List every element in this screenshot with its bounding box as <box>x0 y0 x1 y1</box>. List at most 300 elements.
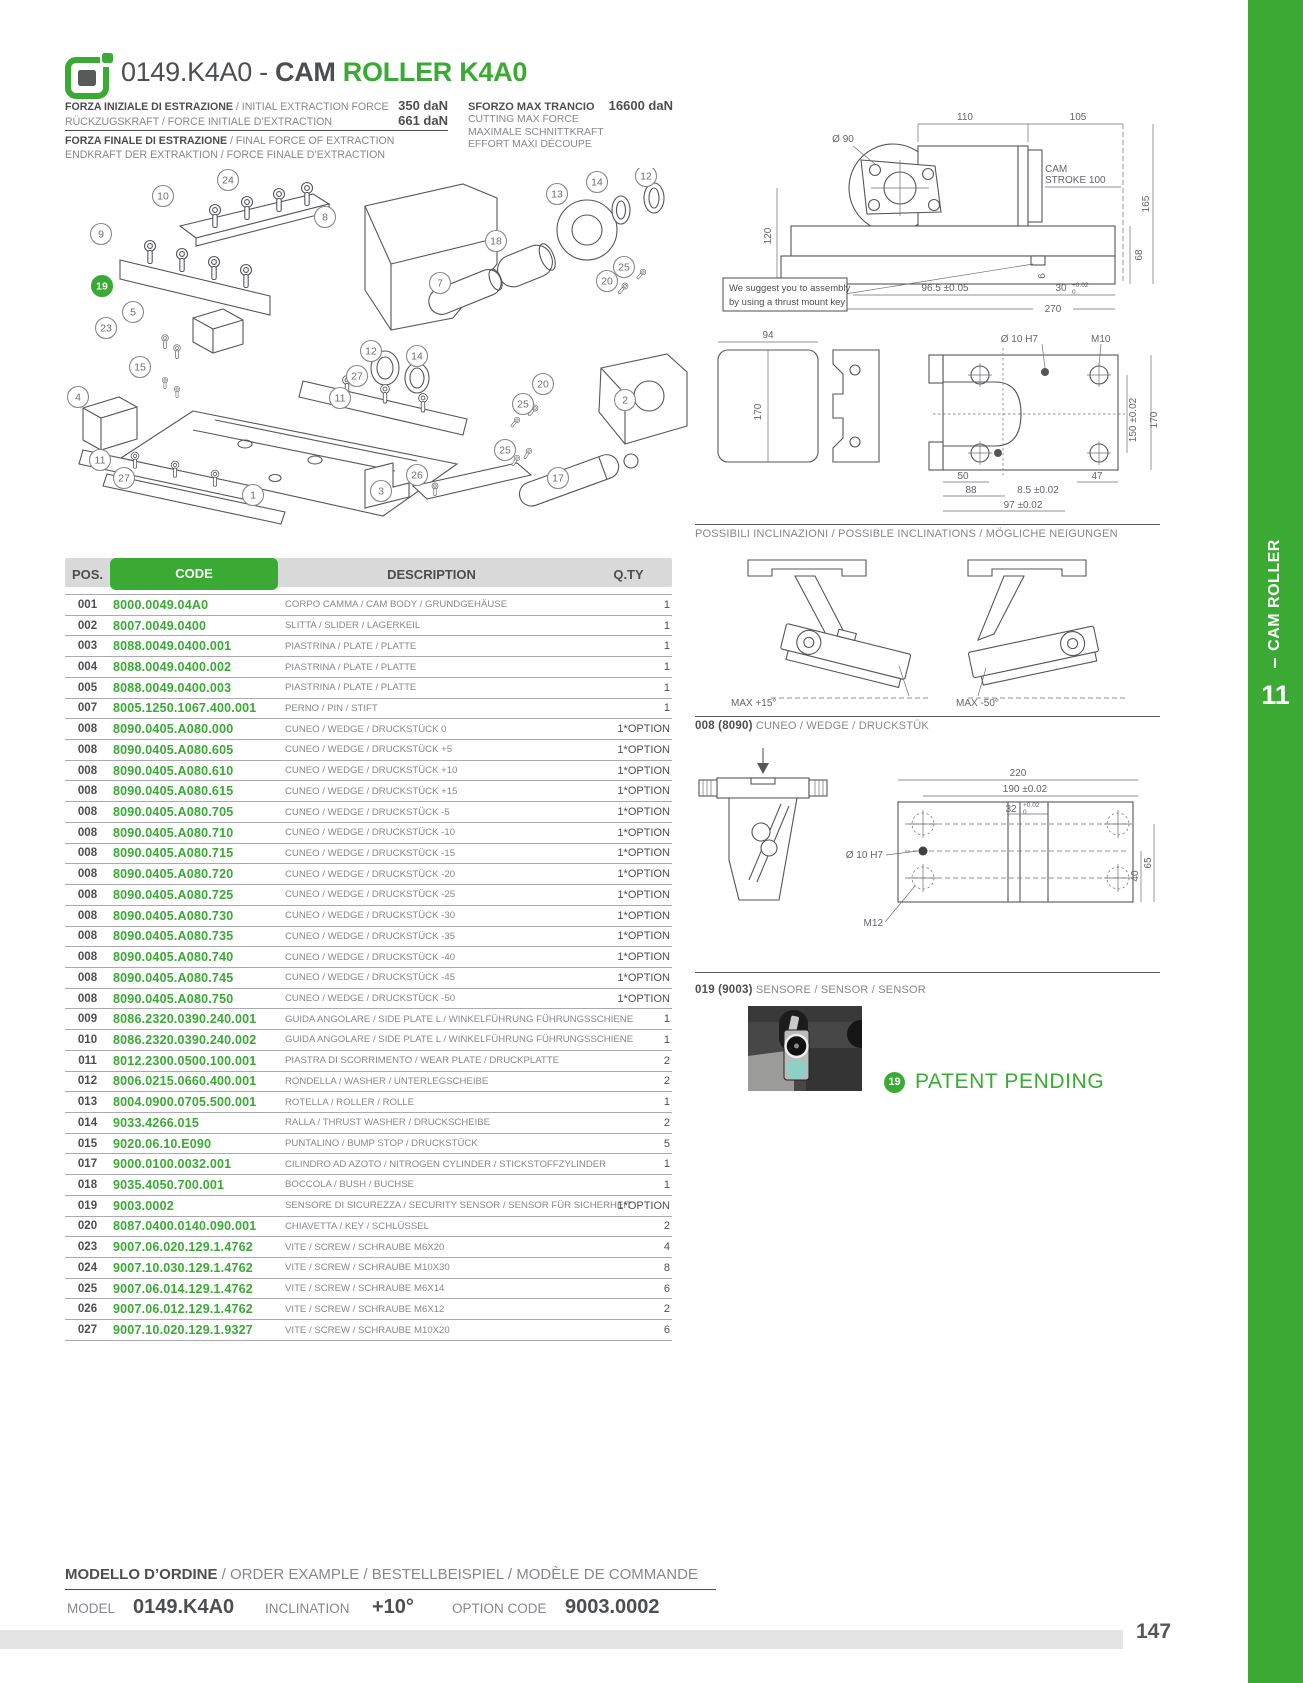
dim-32-tol-a: +0.02 <box>1023 802 1040 809</box>
cell-pos: 020 <box>77 1220 98 1233</box>
assembly-note-line2: by using a thrust mount key <box>729 297 846 308</box>
cell-qty: 1*OPTION <box>617 888 670 901</box>
part-balloon-number: 25 <box>517 398 529 411</box>
cutting-force-de: MAXIMALE SCHNITTKRAFT <box>468 126 604 138</box>
cell-desc: CORPO CAMMA / CAM BODY / GRUNDGEHÄUSE <box>285 599 508 611</box>
option-code-label: OPTION CODE <box>452 1601 547 1616</box>
wedge-view <box>693 740 1160 962</box>
part-balloon-number: 12 <box>365 345 377 358</box>
cell-code: 9007.06.020.129.1.4762 <box>113 1240 253 1255</box>
cell-pos: 014 <box>77 1116 98 1129</box>
cell-qty: 2 <box>663 1220 670 1233</box>
table-row <box>65 719 672 740</box>
table-row <box>65 1299 672 1320</box>
dim-65: 65 <box>1143 857 1154 869</box>
cell-desc: CILINDRO AD AZOTO / NITROGEN CYLINDER / STICKSTOFFZYLINDER <box>285 1158 607 1170</box>
cell-qty: 2 <box>663 1054 670 1067</box>
table-row <box>65 595 672 616</box>
sidebar-divider <box>1274 658 1276 668</box>
table-row <box>65 1030 672 1051</box>
dim-m10: M10 <box>1091 334 1111 345</box>
patent-pending <box>884 1070 1104 1094</box>
dim-6: 6 <box>1037 273 1048 279</box>
table-row <box>65 927 672 948</box>
title-cam: CAM <box>275 57 336 87</box>
parts-table-body <box>65 594 672 1341</box>
cell-qty: 1 <box>663 1033 670 1046</box>
cell-pos: 008 <box>77 723 98 736</box>
balloon-19-badge: 19 <box>884 1072 905 1093</box>
cell-pos: 002 <box>77 619 98 632</box>
part-balloon-number: 27 <box>351 370 363 383</box>
cell-code: 8087.0400.0140.090.001 <box>113 1219 257 1234</box>
cell-desc: ROTELLA / ROLLER / ROLLE <box>285 1096 415 1108</box>
option-code-value: 9003.0002 <box>565 1596 660 1618</box>
parts-table-header <box>65 558 672 587</box>
order-example-title: MODELLO D’ORDINE / ORDER EXAMPLE / BESTELLBEISPIEL / MODÈLE DE COMMANDE <box>65 1566 716 1590</box>
part-balloon-number: 5 <box>130 306 136 319</box>
table-row <box>65 678 672 699</box>
sensor-led <box>787 1059 807 1079</box>
cell-desc: CUNEO / WEDGE / DRUCKSTÜCK -15 <box>285 847 456 859</box>
part-balloon-number: 14 <box>411 350 423 363</box>
cell-code: 9035.4050.700.001 <box>113 1177 225 1192</box>
cell-desc: BOCCOLA / BUSH / BUCHSE <box>285 1179 415 1191</box>
logo-square <box>78 70 96 86</box>
table-row <box>65 781 672 802</box>
cell-desc: VITE / SCREW / SCHRAUBE M6X12 <box>285 1303 445 1315</box>
cell-desc: CUNEO / WEDGE / DRUCKSTÜCK -35 <box>285 930 456 942</box>
cell-desc: CUNEO / WEDGE / DRUCKSTÜCK +15 <box>285 785 458 797</box>
cell-pos: 008 <box>77 992 98 1005</box>
cell-pos: 008 <box>77 826 98 839</box>
model-value: 0149.K4A0 <box>133 1596 235 1618</box>
cell-qty: 1 <box>663 598 670 611</box>
cell-desc: CUNEO / WEDGE / DRUCKSTÜCK 0 <box>285 723 447 735</box>
cell-qty: 1*OPTION <box>617 1199 670 1212</box>
cell-code: 9007.10.030.129.1.4762 <box>113 1260 253 1275</box>
cell-desc: VITE / SCREW / SCHRAUBE M6X14 <box>285 1283 445 1295</box>
cell-code: 8090.0405.A080.615 <box>113 784 234 799</box>
part-balloon-number: 19 <box>96 280 108 293</box>
cell-qty: 1 <box>663 640 670 653</box>
initial-force-label-2: RÜCKZUGSKRAFT / FORCE INITIALE D’EXTRACTION <box>65 116 333 128</box>
exploded-view <box>65 168 690 525</box>
cutting-force <box>468 99 673 152</box>
cell-code: 8090.0405.A080.725 <box>113 887 234 902</box>
final-force-value: 661 daN <box>398 113 448 128</box>
dim-30-tol-b: 0 <box>1072 289 1076 296</box>
cell-desc: SLITTA / SLIDER / LAGERKEIL <box>285 620 421 632</box>
table-row <box>65 947 672 968</box>
part-balloon-number: 3 <box>378 485 384 498</box>
cell-code: 8090.0405.A080.715 <box>113 846 234 861</box>
table-row <box>65 1154 672 1175</box>
cell-code: 8012.2300.0500.100.001 <box>113 1053 257 1068</box>
table-row <box>65 989 672 1010</box>
page-title <box>121 57 527 88</box>
cell-pos: 008 <box>77 785 98 798</box>
cell-desc: VITE / SCREW / SCHRAUBE M6X20 <box>285 1241 445 1253</box>
dim-30: 30 <box>1055 283 1067 294</box>
wedge-section-title: 008 (8090) CUNEO / WEDGE / DRUCKSTÜK <box>695 720 929 732</box>
cutting-force-fr: EFFORT MAXI DÉCOUPE <box>468 139 592 150</box>
dim-m12: M12 <box>863 918 883 929</box>
cell-qty: 1 <box>663 1096 670 1109</box>
dim-965: 96.5 ±0.05 <box>921 283 969 294</box>
dim-270: 270 <box>1044 304 1062 315</box>
part-balloon-number: 2 <box>622 394 628 407</box>
cell-code: 8005.1250.1067.400.001 <box>113 701 257 716</box>
cell-code: 9007.06.012.129.1.4762 <box>113 1302 253 1317</box>
dim-220: 220 <box>1009 768 1027 779</box>
cell-desc: RALLA / THRUST WASHER / DRUCKSCHEIBE <box>285 1117 491 1129</box>
table-row <box>65 864 672 885</box>
title-model-code: 0149.K4A0 - <box>121 57 276 87</box>
cell-qty: 1*OPTION <box>617 951 670 964</box>
cell-pos: 008 <box>77 847 98 860</box>
patent-pending-label: PATENT PENDING <box>915 1070 1105 1093</box>
cell-qty: 1*OPTION <box>617 826 670 839</box>
cell-code: 8004.0900.0705.500.001 <box>113 1095 257 1110</box>
cell-pos: 005 <box>77 681 98 694</box>
cell-qty: 1 <box>663 681 670 694</box>
part-balloon-number: 15 <box>134 361 146 374</box>
cell-qty: 2 <box>663 1116 670 1129</box>
part-balloon-number: 12 <box>640 170 652 183</box>
cell-pos: 008 <box>77 764 98 777</box>
table-row <box>65 740 672 761</box>
part-balloon-number: 25 <box>499 444 511 457</box>
assembly-note-line1: We suggest you to assembly <box>729 283 851 294</box>
cell-code: 8090.0405.A080.710 <box>113 825 234 840</box>
cell-desc: PIASTRINA / PLATE / PLATTE <box>285 661 417 673</box>
table-row <box>65 657 672 678</box>
cell-code: 8007.0049.0400 <box>113 618 207 633</box>
logo-corner <box>102 53 113 63</box>
cell-desc: PIASTRA DI SCORRIMENTO / WEAR PLATE / DRUCKPLATTE <box>285 1055 559 1067</box>
cell-code: 9033.4266.015 <box>113 1115 200 1130</box>
cell-pos: 026 <box>77 1303 98 1316</box>
cell-pos: 015 <box>77 1137 98 1150</box>
cell-qty: 1*OPTION <box>617 743 670 756</box>
cell-qty: 1 <box>663 661 670 674</box>
cell-code: 9007.10.020.129.1.9327 <box>113 1323 253 1338</box>
table-row <box>65 1258 672 1279</box>
part-balloon-number: 17 <box>552 472 564 485</box>
inclination-right <box>956 560 1128 709</box>
dim-97: 97 ±0.02 <box>1003 500 1043 511</box>
side-view-geometry <box>781 124 1123 284</box>
page-number: 147 <box>1136 1620 1172 1643</box>
table-row <box>65 1092 672 1113</box>
cell-code: 9020.06.10.E090 <box>113 1136 212 1151</box>
exploded-parts <box>79 183 687 525</box>
cell-code: 8090.0405.A080.605 <box>113 742 234 757</box>
cell-qty: 1*OPTION <box>617 992 670 1005</box>
cell-code: 8088.0049.0400.003 <box>113 680 232 695</box>
cell-code: 8090.0405.A080.750 <box>113 991 234 1006</box>
part-balloon-number: 11 <box>334 392 346 405</box>
front-view-geometry <box>718 348 1125 478</box>
table-row <box>65 699 672 720</box>
cell-desc: RONDELLA / WASHER / UNTERLEGSCHEIBE <box>285 1075 489 1087</box>
cell-desc: CUNEO / WEDGE / DRUCKSTÜCK -10 <box>285 827 456 839</box>
divider-3 <box>695 972 1160 973</box>
cell-desc: CUNEO / WEDGE / DRUCKSTÜCK -50 <box>285 993 456 1005</box>
cell-qty: 1 <box>663 1158 670 1171</box>
cell-qty: 1*OPTION <box>617 806 670 819</box>
cell-qty: 1*OPTION <box>617 847 670 860</box>
table-row <box>65 906 672 927</box>
cell-pos: 008 <box>77 888 98 901</box>
cell-desc: VITE / SCREW / SCHRAUBE M10X20 <box>285 1324 450 1336</box>
cell-code: 8086.2320.0390.240.001 <box>113 1012 257 1027</box>
cutting-force-label: SFORZO MAX TRANCIO <box>468 101 595 113</box>
cell-desc: CUNEO / WEDGE / DRUCKSTÜCK -5 <box>285 806 450 818</box>
cell-desc: GUIDA ANGOLARE / SIDE PLATE L / WINKELFÜHRUNG FÜHRUNGSSCHIENE <box>285 1034 634 1046</box>
cell-desc: CUNEO / WEDGE / DRUCKSTÜCK +5 <box>285 744 453 756</box>
table-row <box>65 802 672 823</box>
part-balloon-number: 20 <box>537 378 549 391</box>
part-balloon-number: 1 <box>250 489 256 502</box>
initial-force-label: FORZA INIZIALE DI ESTRAZIONE / INITIAL EXTRACTION FORCE <box>65 101 389 113</box>
sidebar-chapter-number: 11 <box>1261 680 1290 710</box>
cell-pos: 008 <box>77 951 98 964</box>
cell-pos: 024 <box>77 1261 98 1274</box>
cell-pos: 004 <box>77 661 98 674</box>
table-row <box>65 1196 672 1217</box>
part-balloon-number: 13 <box>551 188 563 201</box>
dim-40: 40 <box>1130 870 1141 882</box>
part-balloon-number: 26 <box>411 469 423 482</box>
cell-pos: 011 <box>78 1054 97 1067</box>
cell-pos: 023 <box>77 1241 98 1254</box>
table-row <box>65 1320 672 1341</box>
parts-table <box>65 558 672 1341</box>
cell-desc: CUNEO / WEDGE / DRUCKSTÜCK -45 <box>285 972 456 984</box>
cell-qty: 1 <box>663 702 670 715</box>
cell-qty: 1*OPTION <box>617 868 670 881</box>
header-code: CODE <box>110 558 278 590</box>
part-balloon-number: 20 <box>601 275 613 288</box>
part-balloon-number: 25 <box>618 261 630 274</box>
dim-cam1: CAM <box>1045 164 1068 175</box>
part-balloon-number: 10 <box>157 190 169 203</box>
part-balloon-number: 24 <box>222 174 234 187</box>
cell-desc: SENSORE DI SICUREZZA / SECURITY SENSOR / SENSOR FÜR SICHERHEIT <box>285 1200 632 1212</box>
cell-pos: 012 <box>77 1075 98 1088</box>
dim-d90: Ø 90 <box>832 134 854 145</box>
cell-qty: 1 <box>663 1013 670 1026</box>
cell-pos: 010 <box>77 1033 98 1046</box>
table-row <box>65 636 672 657</box>
cell-pos: 001 <box>77 598 98 611</box>
cell-pos: 008 <box>77 806 98 819</box>
header-description: DESCRIPTION <box>387 566 476 582</box>
cell-code: 8000.0049.04A0 <box>113 597 209 612</box>
dim-85: 8.5 ±0.02 <box>1017 485 1059 496</box>
divider-1 <box>695 524 1160 525</box>
cell-qty: 6 <box>663 1324 670 1337</box>
cell-pos: 008 <box>77 971 98 984</box>
cell-qty: 2 <box>663 1303 670 1316</box>
table-row <box>65 1237 672 1258</box>
cutting-force-en: CUTTING MAX FORCE <box>468 114 579 125</box>
cell-code: 8088.0049.0400.001 <box>113 639 232 654</box>
cell-qty: 1*OPTION <box>617 723 670 736</box>
cell-qty: 2 <box>663 1075 670 1088</box>
cell-desc: PERNO / PIN / STIFT <box>285 702 378 714</box>
cell-qty: 1*OPTION <box>617 785 670 798</box>
inclinations-view <box>693 546 1160 714</box>
table-row <box>65 1175 672 1196</box>
cell-desc: CUNEO / WEDGE / DRUCKSTÜCK -25 <box>285 889 456 901</box>
final-force-label-2: ENDKRAFT DER EXTRAKTION / FORCE FINALE D’EXTRACTION <box>65 149 386 161</box>
cell-pos: 008 <box>77 930 98 943</box>
cell-pos: 008 <box>77 743 98 756</box>
footer-bar <box>0 1630 1123 1649</box>
dim-32-tol-b: 0 <box>1023 809 1027 816</box>
cell-pos: 009 <box>77 1013 98 1026</box>
max-minus-label: MAX -50° <box>956 698 999 709</box>
cell-code: 9003.0002 <box>113 1198 174 1213</box>
brand-logo <box>64 52 116 100</box>
cell-code: 8090.0405.A080.745 <box>113 970 234 985</box>
cell-desc: CUNEO / WEDGE / DRUCKSTÜCK -20 <box>285 868 456 880</box>
cell-code: 8088.0049.0400.002 <box>113 660 232 675</box>
table-row <box>65 761 672 782</box>
cell-pos: 018 <box>77 1178 98 1191</box>
table-row <box>65 885 672 906</box>
cell-code: 8090.0405.A080.735 <box>113 929 234 944</box>
cell-desc: CUNEO / WEDGE / DRUCKSTÜCK -30 <box>285 910 456 922</box>
dim-94: 94 <box>762 330 774 341</box>
table-row <box>65 823 672 844</box>
final-force-label: FORZA FINALE DI ESTRAZIONE / FINAL FORCE OF EXTRACTION <box>65 135 395 147</box>
part-balloon-number: 9 <box>98 228 104 241</box>
header-pos: POS. <box>71 566 104 582</box>
part-balloon-number: 11 <box>94 454 106 467</box>
table-row <box>65 1051 672 1072</box>
dim-190: 190 ±0.02 <box>1002 784 1048 795</box>
cell-qty: 1*OPTION <box>617 971 670 984</box>
sensor-photo <box>748 1006 862 1091</box>
cell-code: 8006.0215.0660.400.001 <box>113 1074 257 1089</box>
cell-code: 8086.2320.0390.240.002 <box>113 1032 257 1047</box>
title-roller: ROLLER K4A0 <box>335 57 528 87</box>
dim-165: 165 <box>1141 195 1152 213</box>
dim-170-left: 170 <box>753 403 764 421</box>
dim-47: 47 <box>1091 471 1103 482</box>
cell-code: 8090.0405.A080.000 <box>113 722 234 737</box>
dim-wedge-10h7: Ø 10 H7 <box>845 850 883 861</box>
dim-50: 50 <box>957 471 969 482</box>
cell-desc: PUNTALINO / BUMP STOP / DRUCKSTÜCK <box>285 1138 478 1150</box>
model-label: MODEL <box>67 1601 116 1616</box>
cell-code: 8090.0405.A080.705 <box>113 805 234 820</box>
dim-88: 88 <box>965 485 977 496</box>
cell-code: 8090.0405.A080.720 <box>113 867 234 882</box>
dim-105: 105 <box>1069 112 1087 123</box>
cell-qty: 5 <box>663 1137 670 1150</box>
dim-120: 120 <box>763 227 774 245</box>
cell-qty: 8 <box>663 1261 670 1274</box>
inclinations-title: POSSIBILI INCLINAZIONI / POSSIBLE INCLINATIONS / MÖGLICHE NEIGUNGEN <box>695 528 1118 540</box>
cell-pos: 008 <box>77 909 98 922</box>
table-row <box>65 968 672 989</box>
part-balloon-number: 14 <box>591 176 603 189</box>
cell-code: 8090.0405.A080.610 <box>113 763 234 778</box>
cell-code: 8090.0405.A080.730 <box>113 908 234 923</box>
chapter-sidebar <box>1248 0 1303 1683</box>
cell-desc: CUNEO / WEDGE / DRUCKSTÜCK +10 <box>285 765 458 777</box>
table-row <box>65 1217 672 1238</box>
cell-pos: 025 <box>77 1282 98 1295</box>
table-row <box>65 616 672 637</box>
divider-2 <box>695 716 1160 717</box>
inclination-value: +10° <box>372 1596 414 1618</box>
part-balloon-number: 23 <box>100 322 112 335</box>
part-balloon-number: 4 <box>75 391 81 404</box>
table-row <box>65 1072 672 1093</box>
sensor-section-title: 019 (9003) SENSORE / SENSOR / SENSOR <box>695 984 926 996</box>
cell-qty: 1*OPTION <box>617 930 670 943</box>
cell-pos: 017 <box>77 1158 98 1171</box>
dim-10h7: Ø 10 H7 <box>1000 334 1038 345</box>
dim-32: 32 <box>1005 804 1017 815</box>
part-balloon-number: 8 <box>322 211 328 224</box>
cell-qty: 1 <box>663 1178 670 1191</box>
sidebar-chapter-label: CAM ROLLER <box>1266 539 1283 651</box>
dim-30-tol-a: +0.02 <box>1072 282 1089 289</box>
cell-pos: 008 <box>77 868 98 881</box>
extraction-forces <box>65 99 448 162</box>
cell-desc: PIASTRINA / PLATE / PLATTE <box>285 640 417 652</box>
cell-qty: 1 <box>663 619 670 632</box>
inclination-left <box>731 560 931 709</box>
table-row <box>65 1279 672 1300</box>
cell-desc: VITE / SCREW / SCHRAUBE M10X30 <box>285 1262 450 1274</box>
table-row <box>65 1134 672 1155</box>
table-row <box>65 1009 672 1030</box>
dim-68: 68 <box>1134 249 1145 261</box>
wedge-geometry <box>699 748 1133 902</box>
cell-desc: CUNEO / WEDGE / DRUCKSTÜCK -40 <box>285 951 456 963</box>
header-qty: Q.TY <box>613 566 644 582</box>
max-plus-label: MAX +15° <box>731 698 777 709</box>
dim-cam2: STROKE 100 <box>1045 175 1106 186</box>
table-row <box>65 1113 672 1134</box>
cell-code: 9007.06.014.129.1.4762 <box>113 1281 253 1296</box>
cell-desc: GUIDA ANGOLARE / SIDE PLATE L / WINKELFÜHRUNG FÜHRUNGSSCHIENE <box>285 1013 634 1025</box>
cell-qty: 4 <box>663 1241 670 1254</box>
initial-force-value: 350 daN <box>398 98 448 113</box>
cell-pos: 003 <box>77 640 98 653</box>
part-balloon-number: 7 <box>437 277 443 290</box>
table-row <box>65 844 672 865</box>
inclination-label: INCLINATION <box>265 1601 350 1616</box>
cell-pos: 007 <box>77 702 98 715</box>
cutting-force-value: 16600 daN <box>608 98 673 113</box>
dim-110: 110 <box>957 112 973 123</box>
cell-pos: 027 <box>77 1324 98 1337</box>
dim-170-right: 170 <box>1149 411 1160 429</box>
dim-150: 150 ±0.02 <box>1128 397 1139 443</box>
cell-qty: 6 <box>663 1282 670 1295</box>
cell-pos: 019 <box>77 1199 98 1212</box>
cell-desc: CHIAVETTA / KEY / SCHLÜSSEL <box>285 1220 429 1232</box>
